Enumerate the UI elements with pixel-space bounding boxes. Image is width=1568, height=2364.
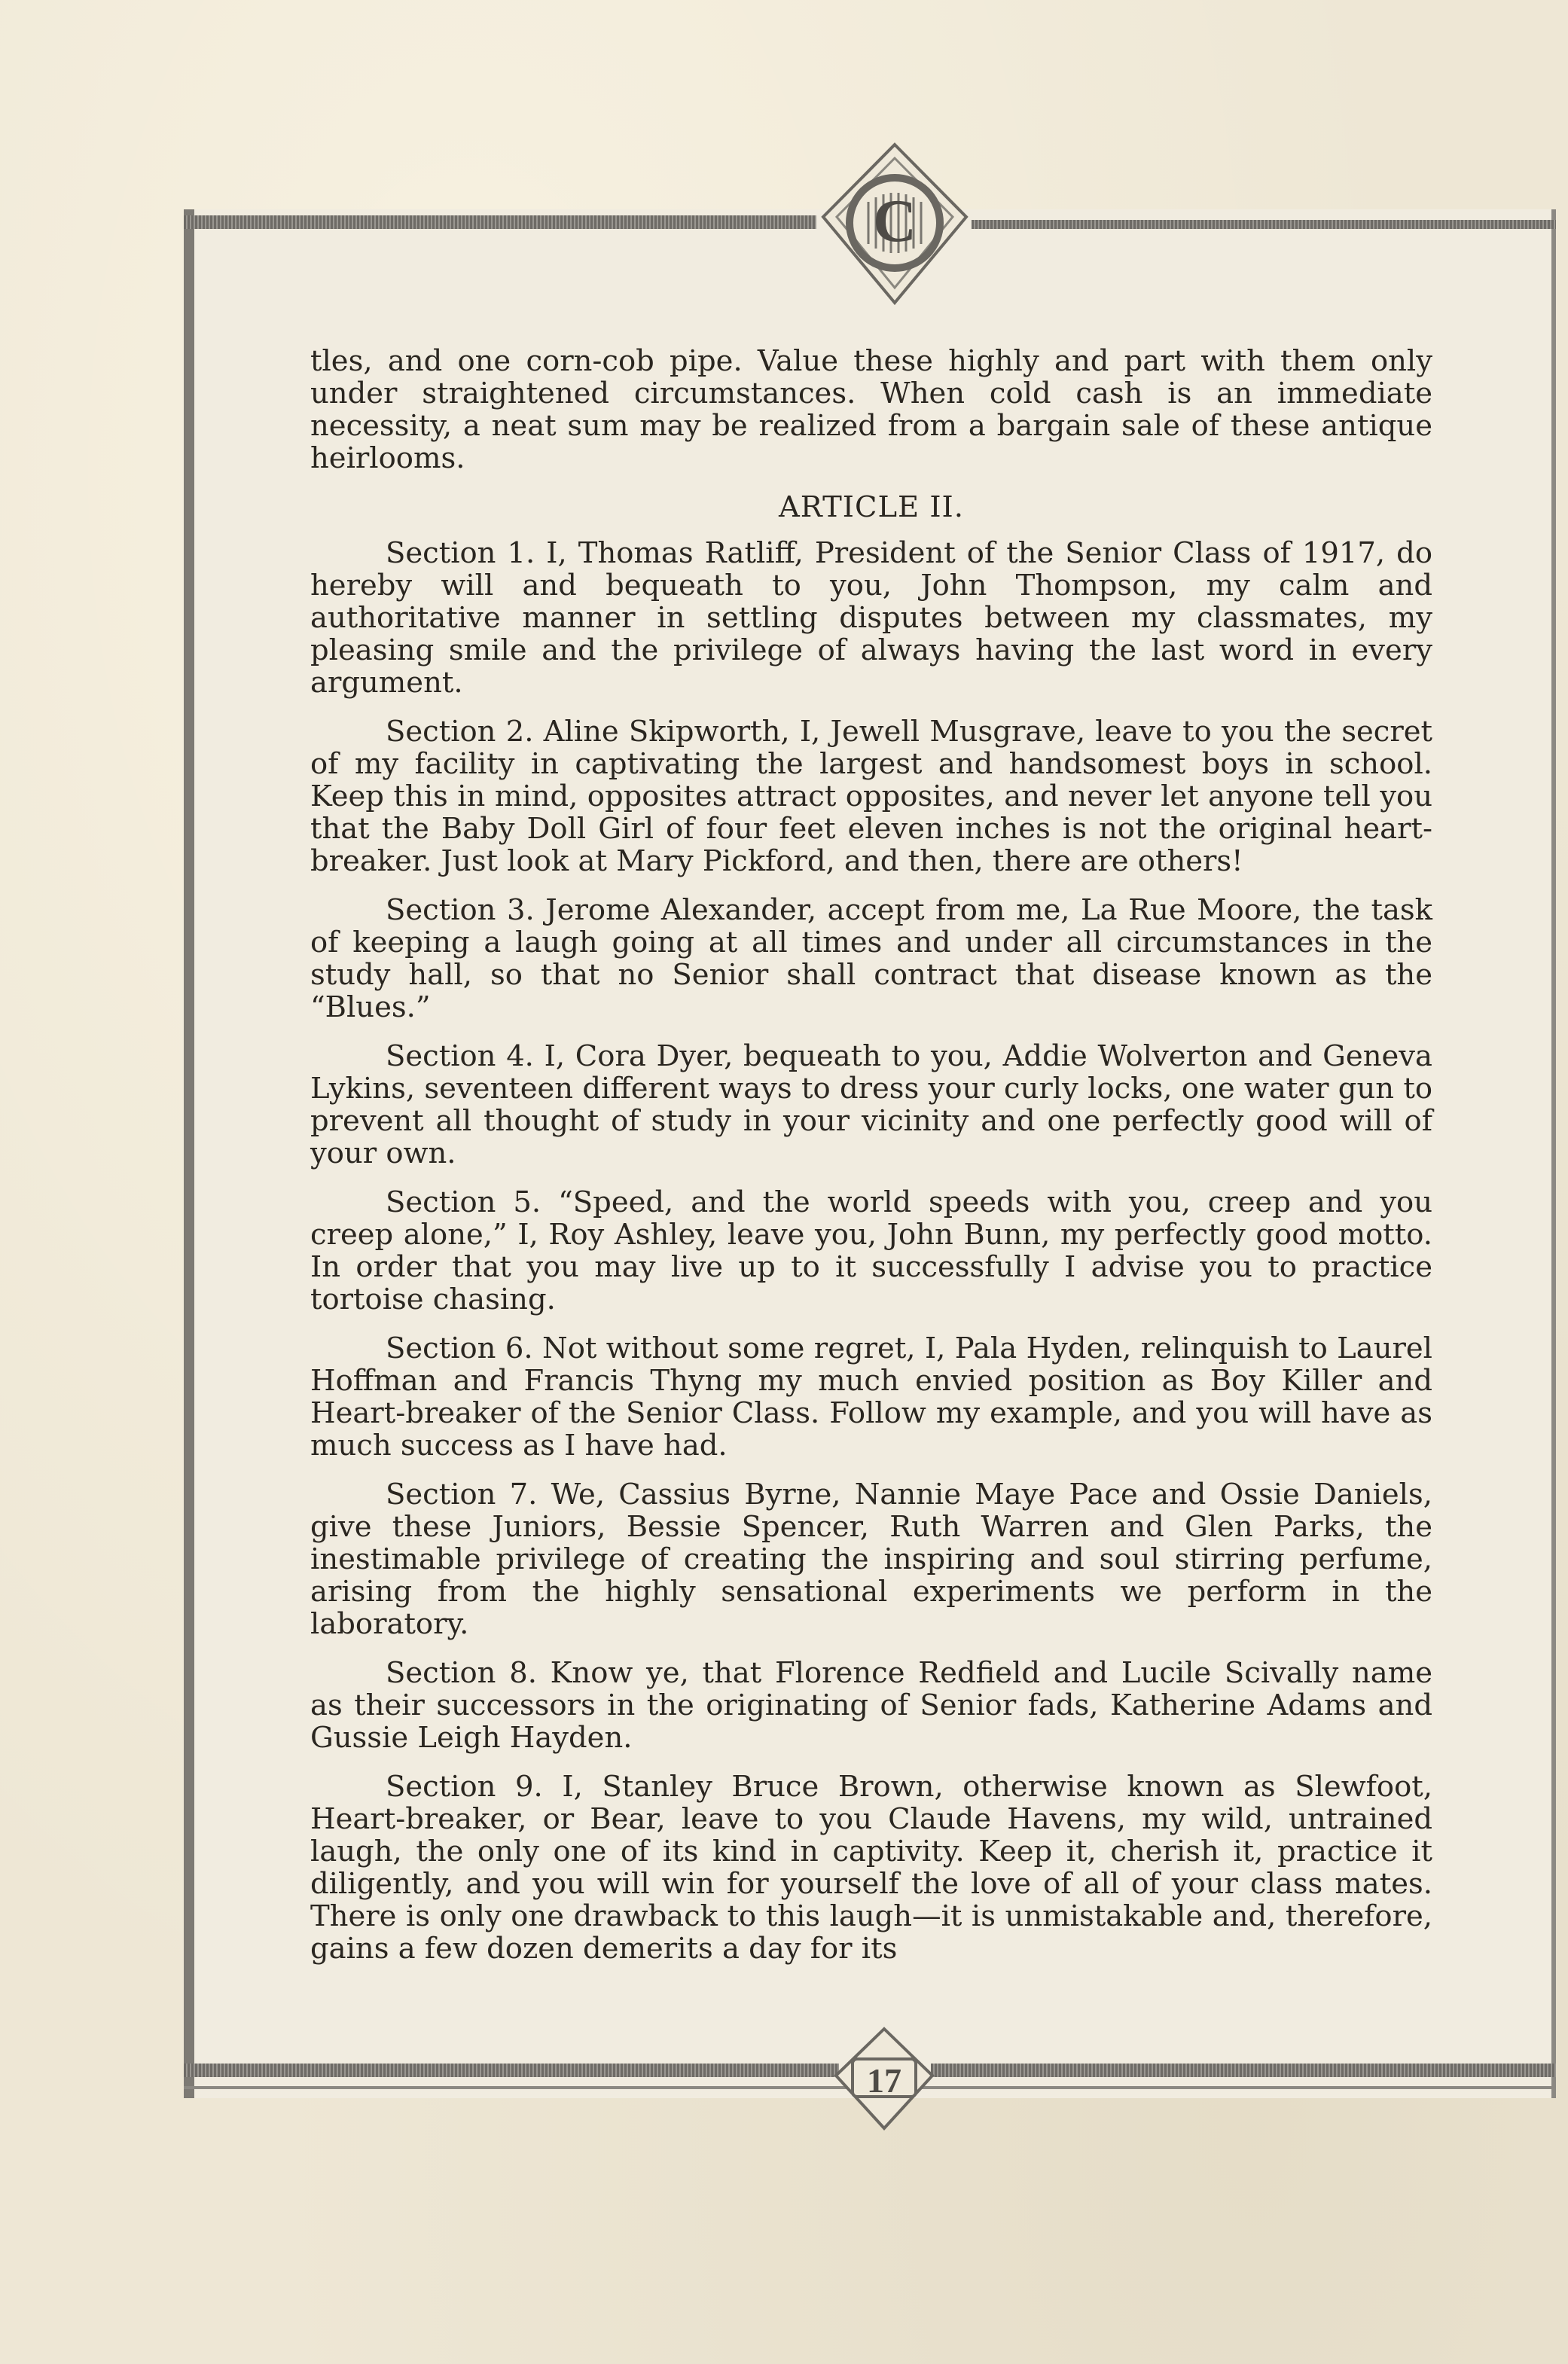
section-paragraph: Section 2. Aline Skipworth, I, Jewell Musgrave, leave to you the secret of my facility in captivating the largest and handsomest boys in school. Keep this in mind, opposites attract opposites, and never let anyone tell you that the Baby Doll Girl of four feet eleven inches is not the original heart-breaker. Just look at Mary Pickford, and then, there are others! [310,715,1432,878]
bottom-rule-right [931,2064,1556,2077]
opening-paragraph: tles, and one corn-cob pipe. Value these highly and part with them only under straightened circumstances. When cold cash is an immediate necessity, a neat sum may be realized from a bargain sale of these antique heirlooms. [310,344,1432,475]
section-paragraph: Section 8. Know ye, that Florence Redfield and Lucile Scivally name as their successors in the originating of Senior fads, Katherine Adams and Gussie Leigh Hayden. [310,1656,1432,1755]
section-paragraph: Section 1. I, Thomas Ratliff, President of the Senior Class of 1917, do hereby will and bequeath to you, John Thompson, my calm and authoritative manner in settling disputes between my classmates, my pleasing smile and the privilege of always having the last word in every argument. [310,536,1432,700]
section-paragraph: Section 4. I, Cora Dyer, bequeath to you, Addie Wolverton and Geneva Lykins, seventeen different ways to dress your curly locks, one water gun to prevent all thought of study in your vicinity and one perfectly good will of your own. [310,1039,1432,1170]
article-heading: ARTICLE II. [778,490,965,524]
bottom-rule-left [184,2064,839,2077]
svg-text:17: 17 [867,2061,901,2100]
top-rule-left [184,215,816,229]
document-body [310,345,1432,1981]
svg-text:C: C [873,188,917,255]
top-rule-right [972,220,1556,229]
class-emblem-top-icon [816,142,974,307]
year-emblem-bottom-icon [831,2026,937,2131]
section-paragraph: Section 5. “Speed, and the world speeds with you, creep and you creep alone,” I, Roy Ashley, leave you, John Bunn, my perfectly good motto. In order that you may live up to it successfully I advise you to practice tortoise chasing. [310,1185,1432,1316]
section-paragraph: Section 6. Not without some regret, I, Pala Hyden, relinquish to Laurel Hoffman and Francis Thyng my much envied position as Boy Killer and Heart-breaker of the Senior Class. Follow my example, and you will have as much success as I have had. [310,1331,1432,1463]
section-paragraph: Section 3. Jerome Alexander, accept from me, La Rue Moore, the task of keeping a laugh going at all times and under all circumstances in the study hall, so that no Senior shall contract that disease known as the “Blues.” [310,893,1432,1024]
section-paragraph: Section 7. We, Cassius Byrne, Nannie Maye Pace and Ossie Daniels, give these Juniors, Bessie Spencer, Ruth Warren and Glen Parks, the inestimable privilege of creating the inspiring and soul stirring perfume, arising from the highly sensational experiments we perform in the laboratory. [310,1478,1432,1641]
section-paragraph: Section 9. I, Stanley Bruce Brown, otherwise known as Slewfoot, Heart-breaker, or Bear, leave to you Claude Havens, my wild, untrained laugh, the only one of its kind in captivity. Keep it, cherish it, practice it diligently, and you will win for yourself the love of all of your class mates. There is only one drawback to this laugh—it is unmistakable and, therefore, gains a few dozen demerits a day for its [310,1770,1432,1966]
